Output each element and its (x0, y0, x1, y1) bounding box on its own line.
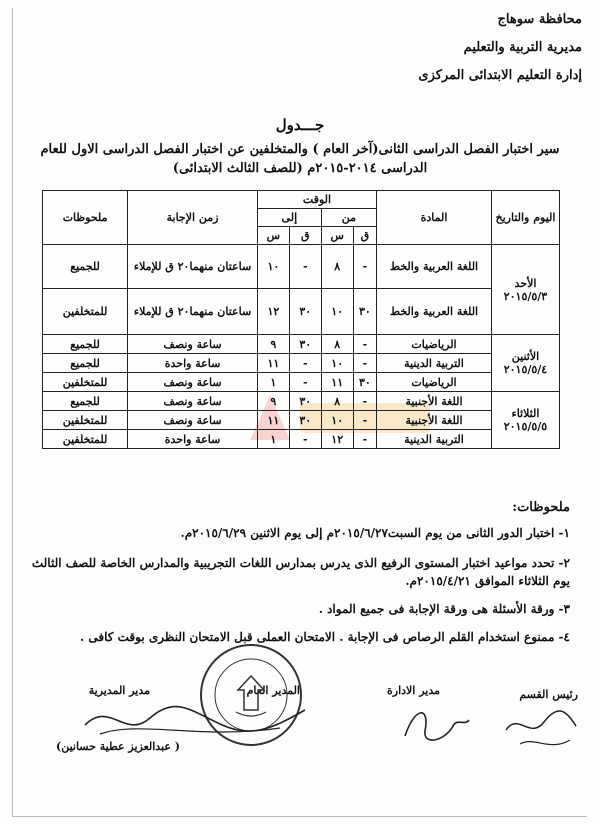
header-from-hour: س (321, 227, 353, 245)
note-cell: للجميع (43, 245, 128, 289)
duration-cell: ساعة واحدة (128, 430, 258, 449)
subject-cell: الرياضيات (377, 335, 492, 354)
table-row (43, 245, 560, 289)
signature-admin-director (395, 696, 475, 752)
duration-cell: ساعتان منهما٢٠ ق للإملاء (128, 289, 258, 335)
note-cell: للمتخلفين (43, 430, 128, 449)
header-to-minute: ق (289, 227, 321, 245)
subject-cell: اللغة العربية والخط (377, 289, 492, 335)
table-row (43, 373, 560, 392)
note-item-3: ٣- ورقة الأسئلة هى ورقة الإجابة فى جميع المواد . (318, 602, 570, 616)
subject-cell: التربية الدينية (377, 430, 492, 449)
header-to-hour: س (257, 227, 289, 245)
subtitle-line-2: الدراسى ٢٠١٤-٢٠١٥م (للصف الثالث الابتدائى) (172, 161, 428, 176)
from-minute-cell: - (353, 245, 376, 289)
to-hour-cell: ١ (257, 430, 289, 449)
from-hour-cell: ٨ (321, 392, 353, 411)
duration-cell: ساعتان منهما٢٠ ق للإملاء (128, 245, 258, 289)
subject-cell: اللغة العربية والخط (377, 245, 492, 289)
table-row (43, 411, 560, 430)
header-directorate: مديرية التربية والتعليم (463, 40, 582, 55)
from-hour-cell: ٨ (321, 245, 353, 289)
from-minute-cell: - (353, 430, 376, 449)
note-cell: للجميع (43, 354, 128, 373)
to-hour-cell: ١ (257, 373, 289, 392)
from-hour-cell: ١٢ (321, 430, 353, 449)
signature-label-admin-director: مدير الادارة (387, 684, 440, 697)
header-duration: زمن الإجابة (128, 191, 258, 245)
header-from-minute: ق (353, 227, 376, 245)
table-row (43, 354, 560, 373)
duration-cell: ساعة ونصف (128, 411, 258, 430)
subject-cell: اللغة الأجنبية (377, 392, 492, 411)
subject-cell: الرياضيات (377, 373, 492, 392)
from-hour-cell: ٨ (321, 335, 353, 354)
header-notes: ملحوظات (43, 191, 128, 245)
from-minute-cell: ٣٠ (353, 289, 376, 335)
note-item-4: ٤- ممنوع استخدام القلم الرصاص فى الإجابة . الامتحان العملى قبل الامتحان النظرى بوقت كافى . (79, 630, 570, 644)
to-hour-cell: ١٠ (257, 245, 289, 289)
to-minute-cell: - (289, 430, 321, 449)
note-cell: للجميع (43, 335, 128, 354)
header-day-date: اليوم والتاريخ (491, 191, 559, 245)
note-item-1: ١- اختبار الدور الثانى من يوم السبت٢٠١٥/٦/٢٧م إلى يوم الاثنين ٢٠١٥/٦/٢٩م. (180, 526, 570, 540)
table-row (43, 392, 560, 411)
duration-cell: ساعة ونصف (128, 335, 258, 354)
to-minute-cell: - (289, 354, 321, 373)
header-to: إلى (257, 209, 321, 227)
header-time: الوقت (257, 191, 376, 209)
header-subject: المادة (377, 191, 492, 245)
from-minute-cell: - (353, 335, 376, 354)
from-hour-cell: ١٠ (321, 289, 353, 335)
to-hour-cell: ١١ (257, 411, 289, 430)
from-hour-cell: ١٠ (321, 411, 353, 430)
note-cell: للمتخلفين (43, 289, 128, 335)
signature-label-general-director: المدير العام (246, 684, 300, 697)
to-minute-cell: ٣٠ (289, 289, 321, 335)
header-governorate: محافظة سوهاج (497, 12, 582, 27)
to-minute-cell: - (289, 373, 321, 392)
directorate-director-name: ( عبدالعزيز عطية حسانين) (56, 740, 180, 753)
from-hour-cell: ١٠ (321, 354, 353, 373)
from-minute-cell: - (353, 392, 376, 411)
from-minute-cell: ٣٠ (353, 373, 376, 392)
from-hour-cell: ١١ (321, 373, 353, 392)
to-hour-cell: ٩ (257, 392, 289, 411)
signature-section-head (500, 700, 580, 756)
table-row (43, 430, 560, 449)
signature-directorate-director (80, 690, 310, 750)
subject-cell: اللغة الأجنبية (377, 411, 492, 430)
table-row (43, 289, 560, 335)
document-title: جـــدول (275, 116, 325, 134)
document-subtitle (40, 140, 560, 178)
note-cell: للمتخلفين (43, 373, 128, 392)
to-minute-cell: ٣٠ (289, 392, 321, 411)
subject-cell: التربية الدينية (377, 354, 492, 373)
table-row (43, 335, 560, 354)
note-item-2: ٢- تحدد مواعيد اختبار المستوى الرفيع الذى يدرس بمدارس اللغات التجريبية والمدارس الخاصة للصف الثالث يوم الثلاثاء الموافق ٢٠١٥/٤/٢١م. (31, 556, 570, 588)
day-cell-monday: الأثنين ٢٠١٥/٥/٤ (491, 335, 559, 392)
to-minute-cell: ٣٠ (289, 411, 321, 430)
to-hour-cell: ٩ (257, 335, 289, 354)
duration-cell: ساعة واحدة (128, 354, 258, 373)
note-cell: للمتخلفين (43, 411, 128, 430)
to-hour-cell: ١١ (257, 354, 289, 373)
duration-cell: ساعة ونصف (128, 373, 258, 392)
from-minute-cell: - (353, 411, 376, 430)
to-hour-cell: ١٢ (257, 289, 289, 335)
notes-title: ملحوظات: (512, 500, 570, 515)
day-cell-sunday: الأحد ٢٠١٥/٥/٣ (491, 245, 559, 335)
duration-cell: ساعة ونصف (128, 392, 258, 411)
note-cell: للجميع (43, 392, 128, 411)
from-minute-cell: - (353, 354, 376, 373)
signature-label-directorate-director: مدير المديرية (88, 684, 150, 697)
header-from: من (321, 209, 376, 227)
to-minute-cell: ٣٠ (289, 335, 321, 354)
to-minute-cell: - (289, 245, 321, 289)
signature-label-section-head: رئيس القسم (519, 688, 578, 701)
header-administration: إدارة التعليم الابتدائى المركزى (418, 68, 582, 83)
exam-schedule-table (42, 190, 560, 449)
day-cell-tuesday: الثلاثاء ٢٠١٥/٥/٥ (491, 392, 559, 449)
subtitle-line-1: سير اختبار الفصل الدراسى الثانى(آخر العام ) والمتخلفين عن اختبار الفصل الدراسى الاول للعام (40, 142, 560, 157)
